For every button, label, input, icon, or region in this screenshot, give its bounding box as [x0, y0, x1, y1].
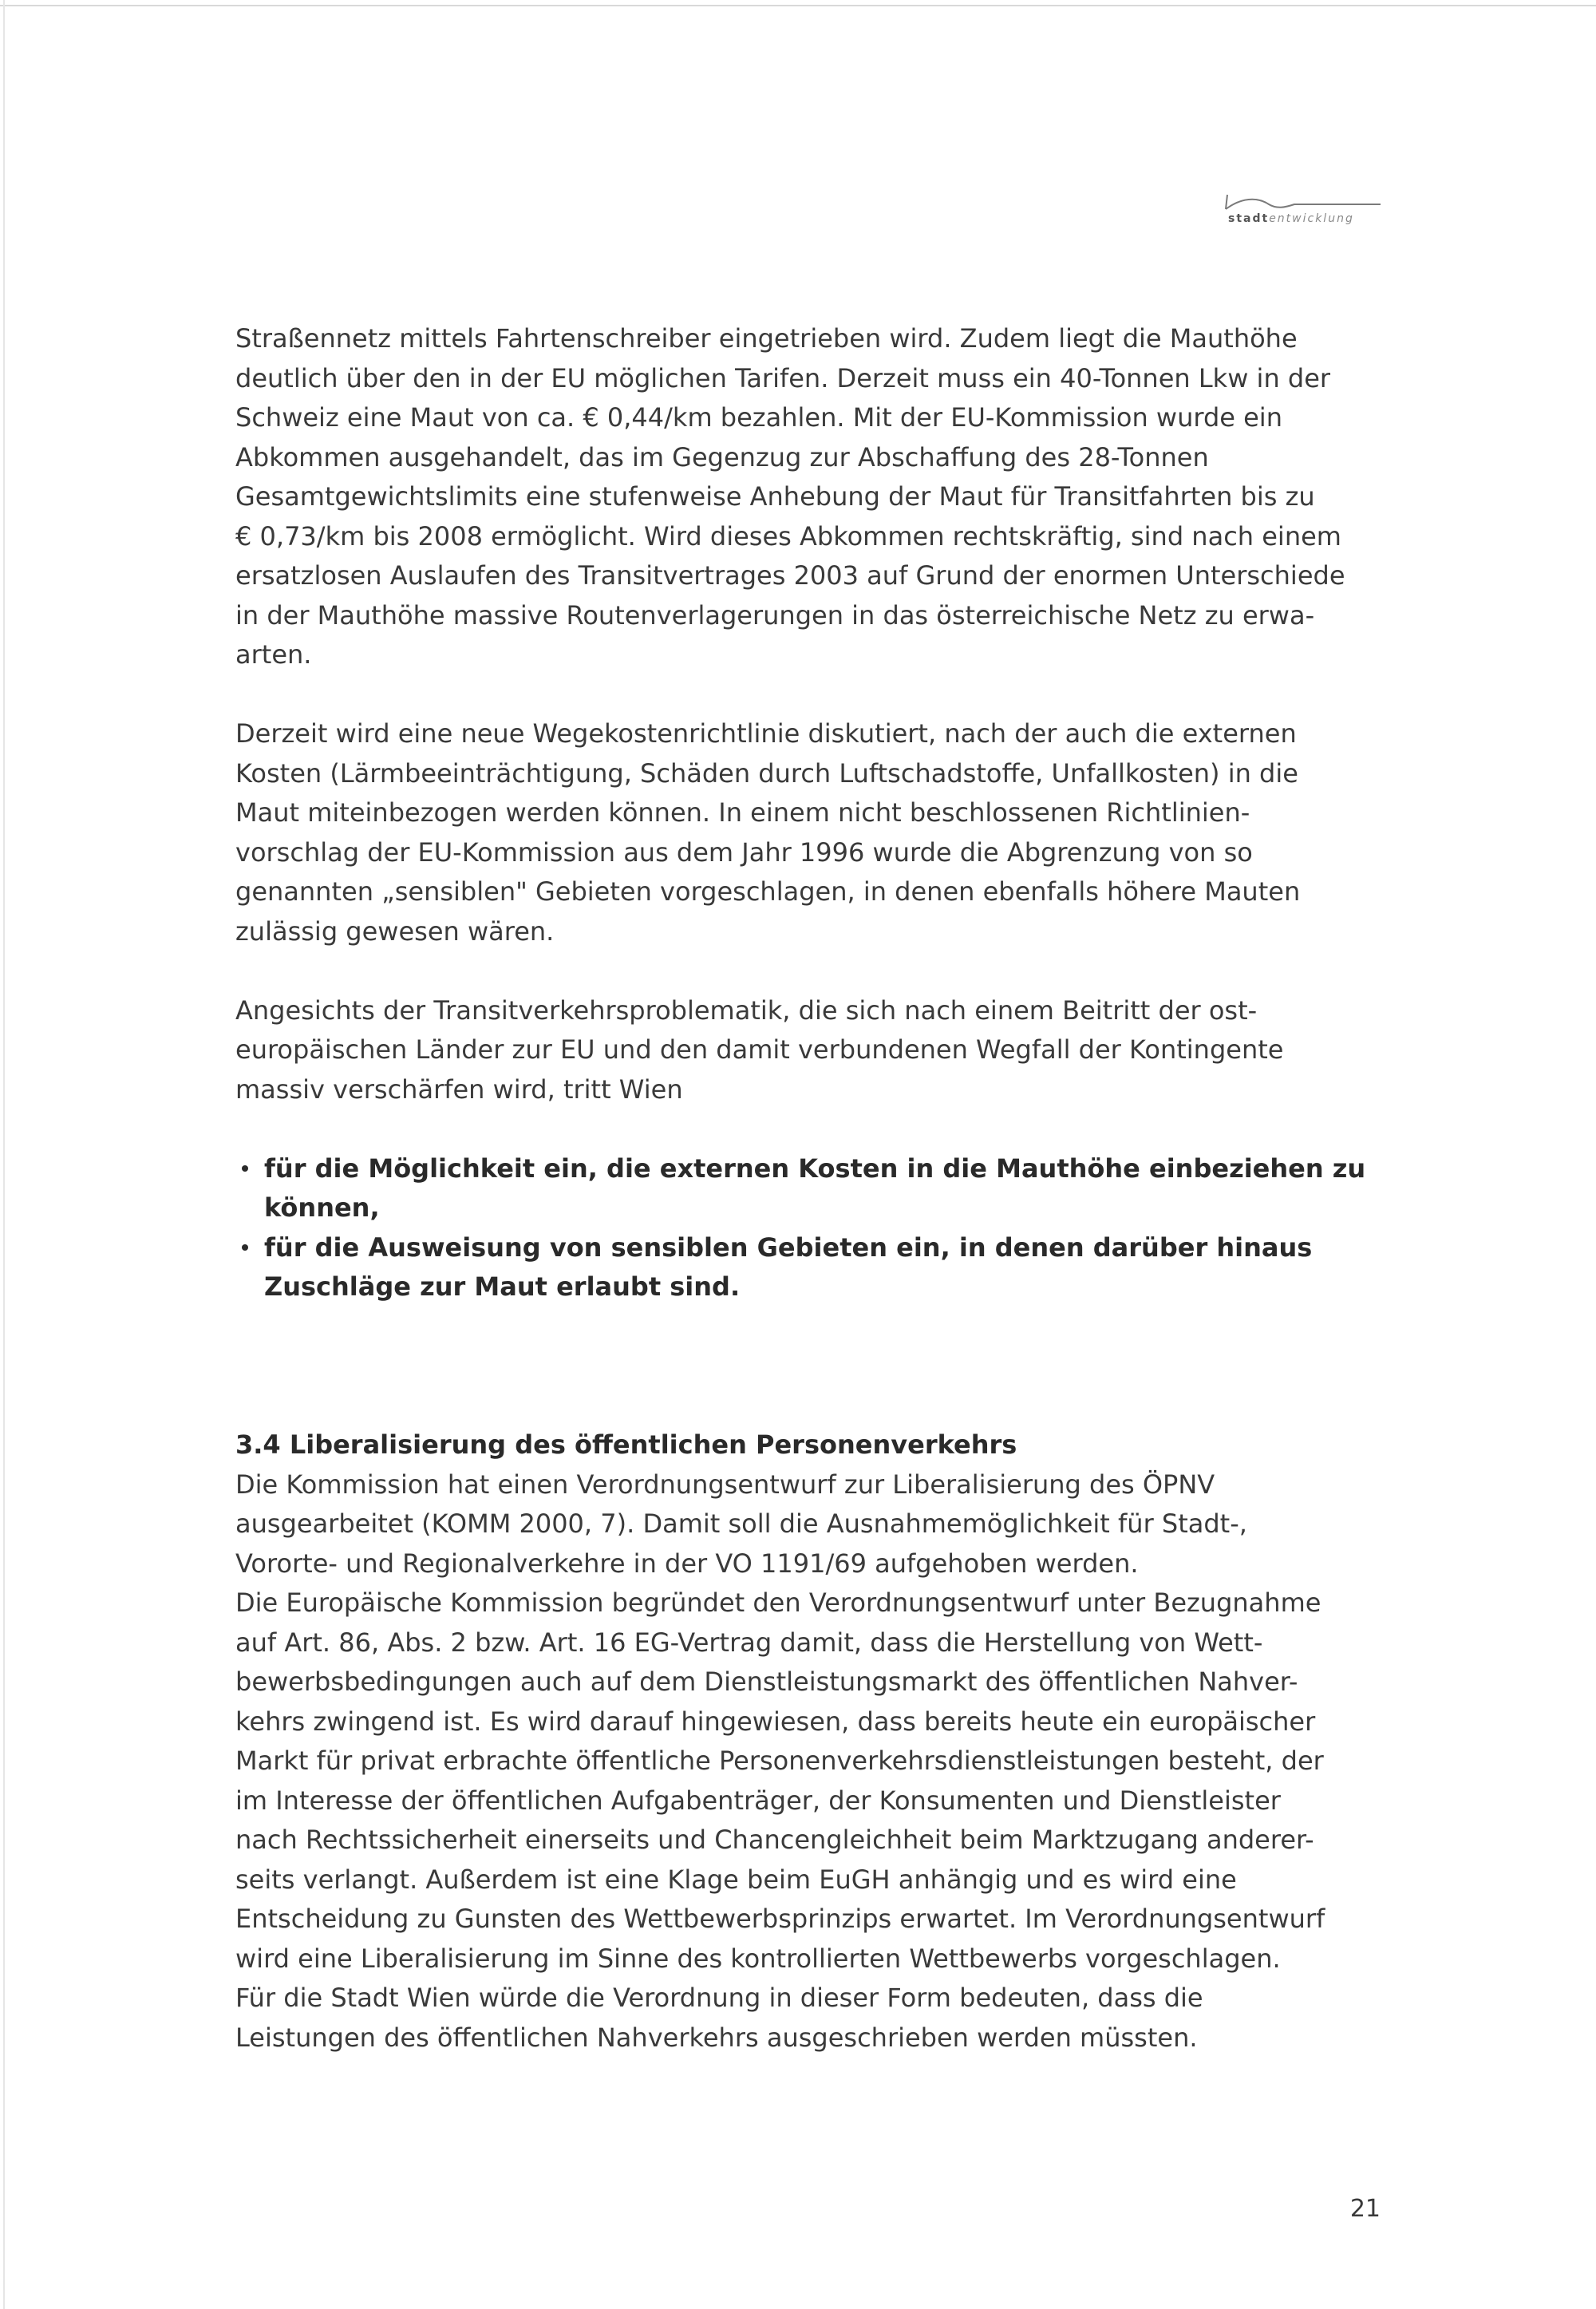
text-line: Vororte- und Regionalverkehre in der VO 1191/69 aufgehoben werden. — [235, 1548, 1139, 1579]
text-line: zulässig gewesen wären. — [235, 915, 555, 947]
text-line: Kosten (Lärmbeeinträchtigung, Schäden durch Luftschadstoffe, Unfallkosten) in die — [235, 757, 1298, 789]
text-line: ausgearbeitet (KOMM 2000, 7). Damit soll die Ausnahmemöglichkeit für Stadt-, — [235, 1508, 1247, 1539]
paragraph-spacer — [235, 951, 1385, 991]
paragraph-spacer — [235, 675, 1385, 715]
text-line: vorschlag der EU-Kommission aus dem Jahr 1996 wurde die Abgrenzung von so — [235, 836, 1253, 868]
section-spacer — [235, 1386, 1385, 1426]
text-line: genannten „sensiblen" Gebieten vorgeschlagen, in denen ebenfalls höhere Mauten — [235, 876, 1301, 907]
text-line: Angesichts der Transitverkehrsproblematik, die sich nach einem Beitritt der ost- — [235, 994, 1258, 1026]
demands-list — [235, 1149, 1385, 1307]
section-heading: 3.4 Liberalisierung des öffentlichen Personenverkehrs — [235, 1429, 1017, 1460]
page-body — [235, 319, 1385, 2058]
text-line: Gesamtgewichtslimits eine stufenweise Anhebung der Maut für Transitfahrten bis zu — [235, 481, 1315, 512]
text-line: € 0,73/km bis 2008 ermöglicht. Wird dieses Abkommen rechtskräftig, sind nach einem — [235, 520, 1341, 552]
scan-left-edge — [3, 0, 5, 2309]
paragraph-1 — [235, 319, 1385, 675]
text-line: Leistungen des öffentlichen Nahverkehrs ausgeschrieben werden müssten. — [235, 2022, 1198, 2053]
bullet-line: Zuschläge zur Maut erlaubt sind. — [264, 1271, 741, 1302]
logo-wordmark — [1228, 212, 1354, 225]
text-line: Schweiz eine Maut von ca. € 0,44/km bezahlen. Mit der EU-Kommission wurde ein — [235, 402, 1282, 433]
text-line: auf Art. 86, Abs. 2 bzw. Art. 16 EG-Vertrag damit, dass die Herstellung von Wett- — [235, 1627, 1263, 1658]
text-line: ersatzlosen Auslaufen des Transitvertrages 2003 auf Grund der enormen Unterschiede — [235, 560, 1345, 591]
text-line: Derzeit wird eine neue Wegekostenrichtlinie diskutiert, nach der auch die externen — [235, 718, 1297, 749]
list-item — [235, 1228, 1385, 1307]
text-line: Markt für privat erbrachte öffentliche Personenverkehrsdienstleistungen besteht, der — [235, 1746, 1324, 1776]
text-line: europäischen Länder zur EU und den damit verbundenen Wegfall der Kontingente — [235, 1034, 1284, 1065]
section-paragraph — [235, 1465, 1385, 2058]
list-item — [235, 1149, 1385, 1228]
paragraph-spacer — [235, 1109, 1385, 1149]
text-line: Die Europäische Kommission begründet den Verordnungsentwurf unter Bezugnahme — [235, 1587, 1321, 1618]
text-line: massiv verschärfen wird, tritt Wien — [235, 1073, 683, 1105]
text-line: bewerbsbedingungen auch auf dem Dienstleistungsmarkt des öffentlichen Nahver- — [235, 1667, 1298, 1697]
text-line: wird eine Liberalisierung im Sinne des kontrollierten Wettbewerbs vorgeschlagen. — [235, 1943, 1281, 1974]
text-line: Straßennetz mittels Fahrtenschreiber eingetrieben wird. Zudem liegt die Mauthöhe — [235, 323, 1298, 354]
text-line: Maut miteinbezogen werden können. In einem nicht beschlossenen Richtlinien- — [235, 797, 1250, 828]
page-number: 21 — [1349, 2195, 1381, 2223]
text-line: im Interesse der öffentlichen Aufgabenträger, der Konsumenten und Dienstleister — [235, 1785, 1281, 1816]
bullet-line: für die Ausweisung von sensiblen Gebieten ein, in denen darüber hinaus — [264, 1232, 1313, 1263]
stadtentwicklung-logo — [1221, 192, 1381, 239]
logo-word-italic: entwicklung — [1269, 212, 1354, 225]
text-line: kehrs zwingend ist. Es wird darauf hingewiesen, dass bereits heute ein europäischer — [235, 1706, 1316, 1737]
text-line: Entscheidung zu Gunsten des Wettbewerbsprinzips erwartet. Im Verordnungsentwurf — [235, 1904, 1325, 1934]
logo-word-bold: stadt — [1228, 212, 1270, 225]
scan-top-edge — [0, 5, 1596, 6]
text-line: nach Rechtssicherheit einerseits und Chancengleichheit beim Marktzugang anderer- — [235, 1825, 1314, 1855]
bullet-line: für die Möglichkeit ein, die externen Kosten in die Mauthöhe einbeziehen zu — [264, 1153, 1366, 1184]
section-spacer — [235, 1346, 1385, 1386]
text-line: deutlich über den in der EU möglichen Tarifen. Derzeit muss ein 40-Tonnen Lkw in der — [235, 362, 1331, 393]
section-spacer — [235, 1307, 1385, 1347]
text-line: arten. — [235, 639, 312, 670]
paragraph-3 — [235, 991, 1385, 1110]
text-line: Die Kommission hat einen Verordnungsentwurf zur Liberalisierung des ÖPNV — [235, 1469, 1215, 1500]
text-line: Für die Stadt Wien würde die Verordnung in dieser Form bedeuten, dass die — [235, 1983, 1203, 2013]
text-line: seits verlangt. Außerdem ist eine Klage beim EuGH anhängig und es wird eine — [235, 1864, 1237, 1895]
bullet-line: können, — [264, 1192, 380, 1223]
text-line: Abkommen ausgehandelt, das im Gegenzug zur Abschaffung des 28-Tonnen — [235, 441, 1209, 472]
paragraph-2 — [235, 714, 1385, 951]
text-line: in der Mauthöhe massive Routenverlagerungen in das österreichische Netz zu erwa- — [235, 599, 1315, 631]
